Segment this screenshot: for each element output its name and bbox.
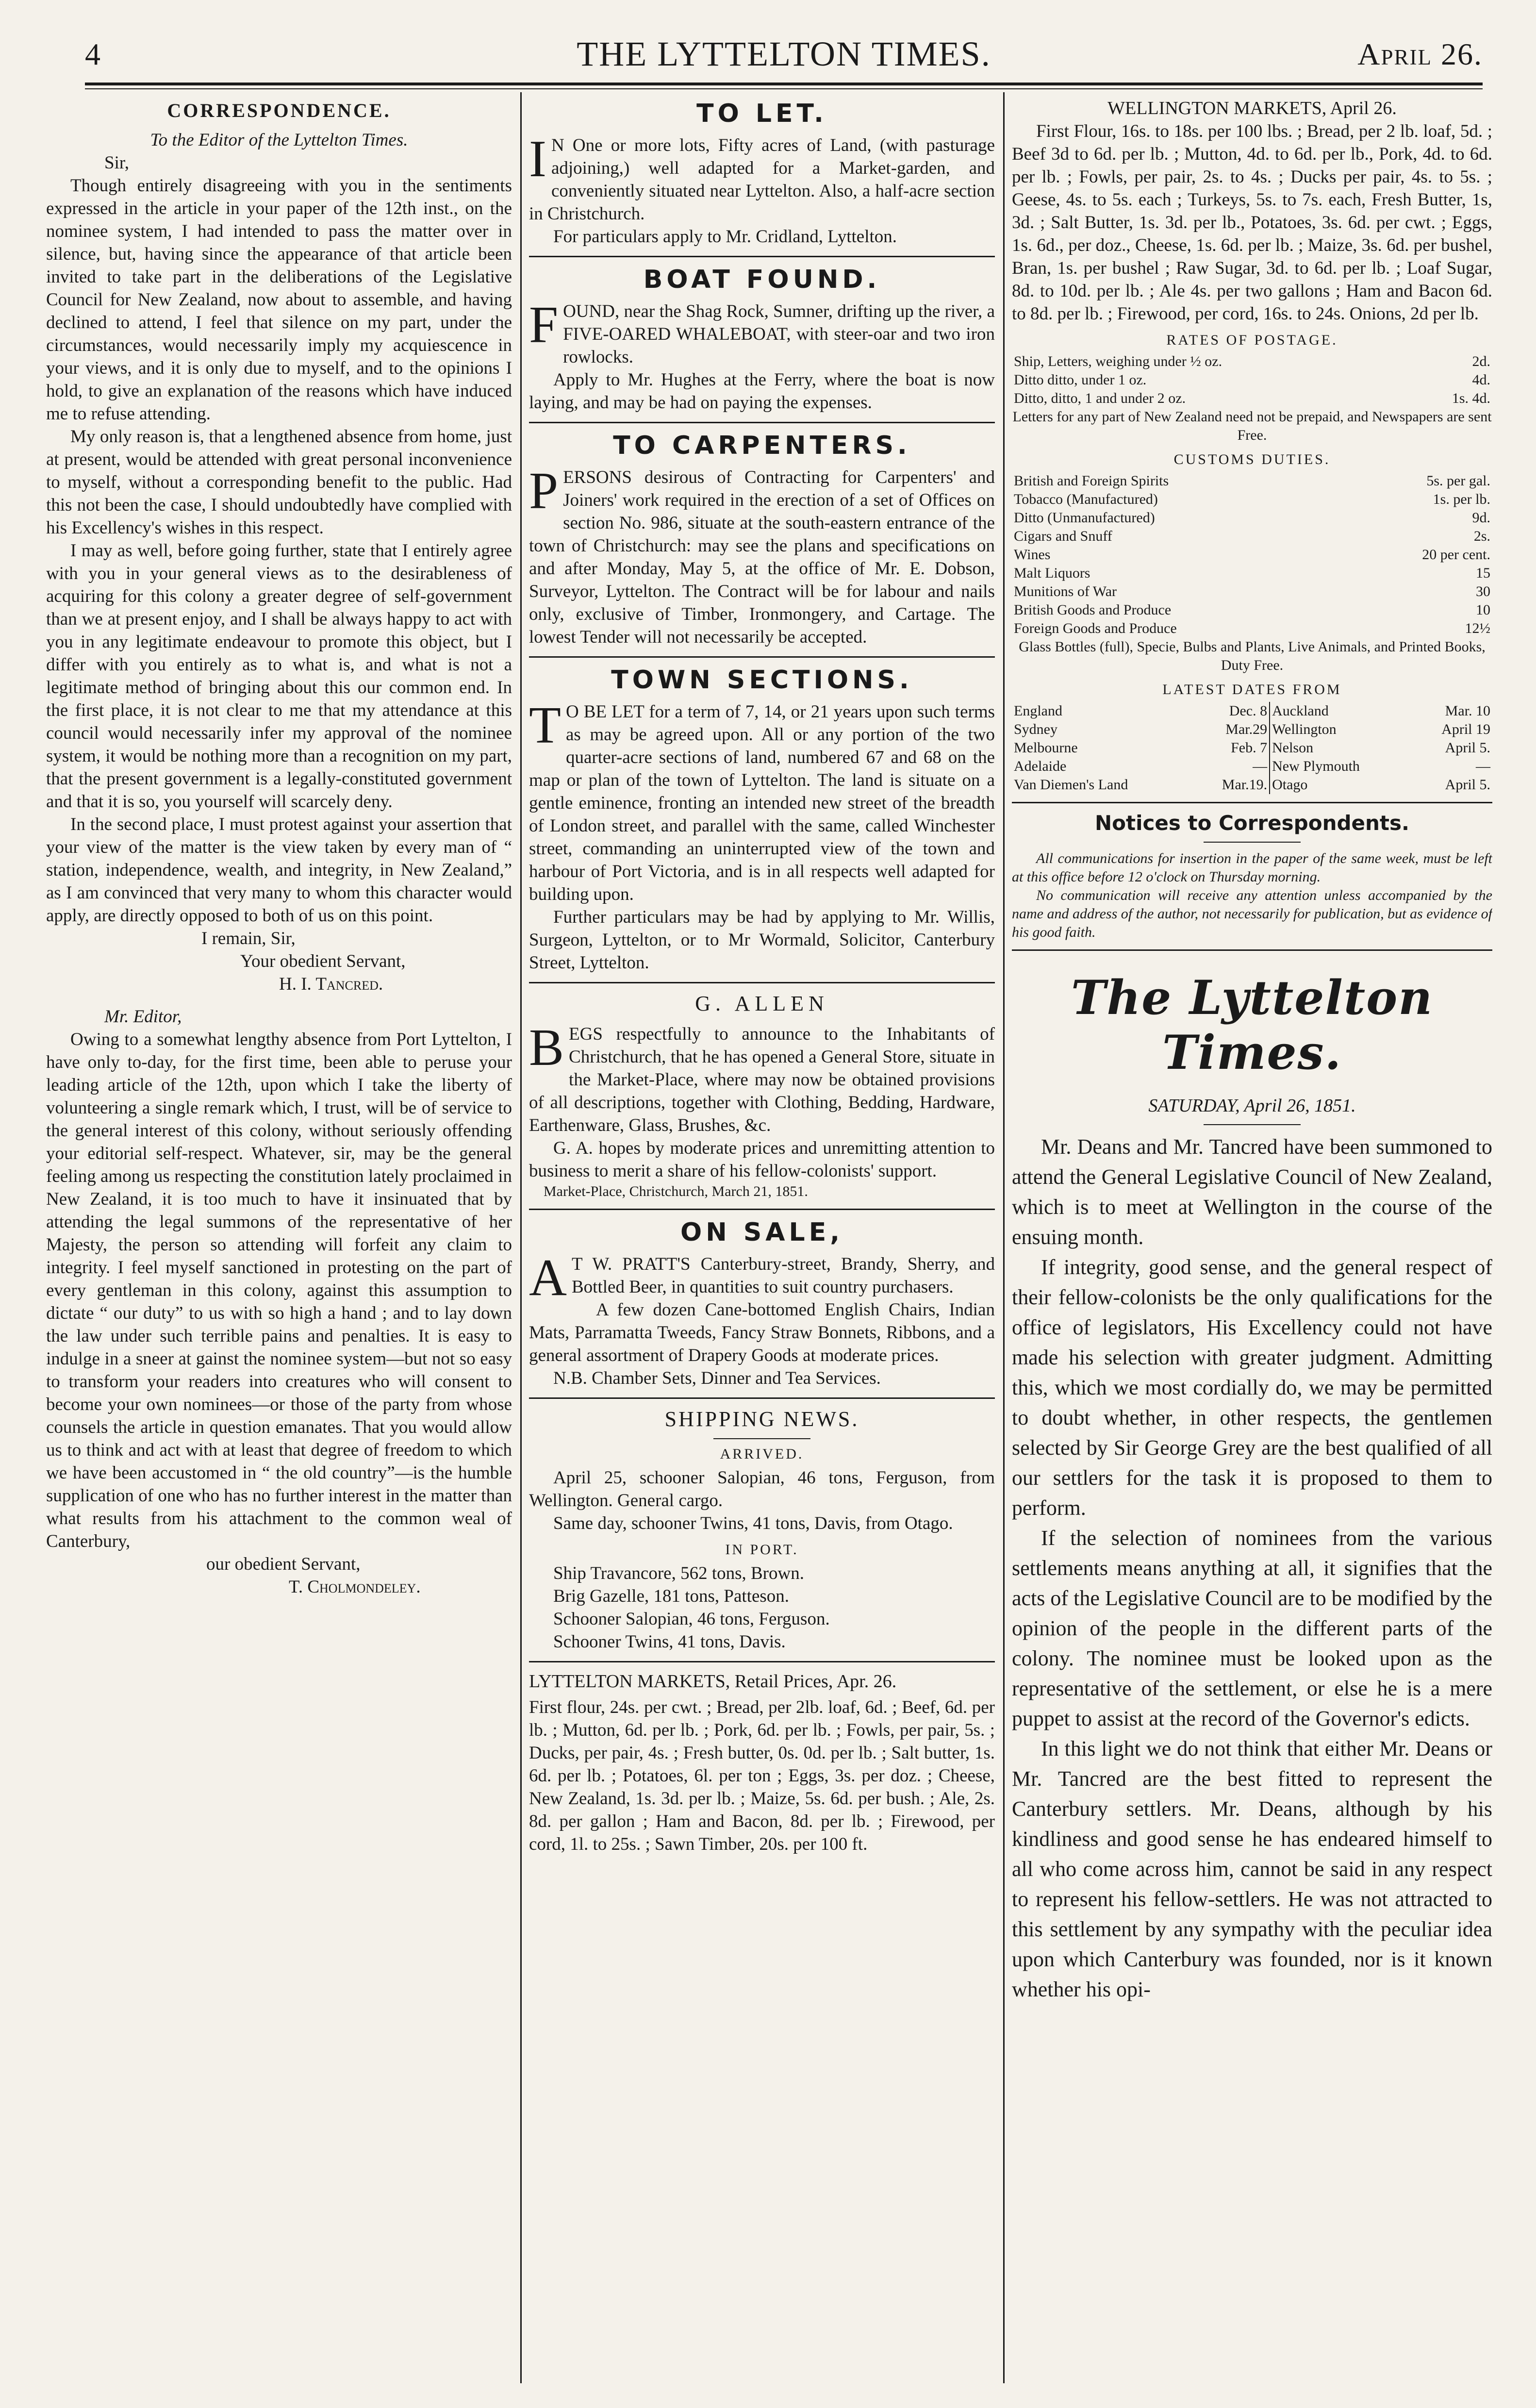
shipping-entry: Schooner Salopian, 46 tons, Ferguson. [553, 1609, 830, 1629]
customs-note: Glass Bottles (full), Specie, Bulbs and Plants, Live Animals, and Printed Books, Duty Free. [1019, 639, 1486, 673]
ad-heading: G. ALLEN [695, 992, 829, 1015]
ad-body: FOUND, near the Shag Rock, Sumner, drifting up the river, a FIVE-OARED WHALEBOAT, with steer-oar and two iron rowlocks. [529, 296, 995, 367]
notice-paragraph: All communications for insertion in the paper of the same week, must be left at this office before 12 o'clock on Thursday morning. [1012, 850, 1492, 885]
table-cell: Auckland [1272, 703, 1329, 719]
table-cell: Wellington [1272, 721, 1337, 737]
postage-note: Letters for any part of New Zealand need not be prepaid, and Newspapers are sent Free. [1012, 409, 1492, 443]
table-cell: Malt Liquors [1014, 565, 1090, 581]
table-row [1012, 546, 1492, 564]
shipping-entry: Same day, schooner Twins, 41 tons, Davis, from Otago. [553, 1513, 953, 1533]
separator [1204, 842, 1301, 843]
subheading: CUSTOMS DUTIES. [1173, 451, 1331, 467]
postage-table [1012, 352, 1492, 408]
section-heading: Notices to Correspondents. [1095, 811, 1409, 835]
drop-cap: I [529, 130, 546, 188]
masthead-rule-thin [85, 88, 1483, 89]
drop-cap: B [529, 1019, 564, 1077]
ad-body: N.B. Chamber Sets, Dinner and Tea Services. [553, 1368, 881, 1388]
table-cell: Otago [1272, 777, 1308, 793]
page-number: 4 [85, 37, 100, 71]
subheading: IN PORT. [725, 1542, 799, 1558]
table-cell: Wines [1014, 547, 1051, 563]
ad-body: T O BE LET for a term of 7, 14, or 21 years upon such terms as may be agreed upon. All or any portion of the two quarter-acre sections of land, numbered 67 and 68 on the map or plan of the town of Lyttelton. The land is situate on a gentle eminence, fronting an intended new street of the breadth of London street, and parallel with the same, called Winchester street, commanding an uninterrupted view of the town and harbour of Port Victoria, and is in all respects well adapted for building upon. [529, 697, 995, 904]
table-row [1012, 739, 1492, 757]
ad-heading: TOWN SECTIONS. [611, 665, 913, 695]
subheading: ARRIVED. [720, 1446, 804, 1462]
table-row [1012, 564, 1492, 582]
drop-cap: T [529, 697, 561, 754]
table-row [1012, 601, 1492, 619]
table-cell: 5s. per gal. [1426, 473, 1490, 489]
letter-closing: our obedient Servant, [206, 1554, 361, 1574]
separator [1012, 802, 1492, 803]
ad-body: A T W. PRATT'S Canterbury-street, Brandy, Sherry, and Bottled Beer, in quantities to suit country purchasers. [529, 1249, 995, 1307]
table-cell: Ship, Letters, weighing under ½ oz. [1014, 353, 1222, 369]
table-row [1012, 757, 1492, 776]
table-row [1012, 582, 1492, 601]
table-cell: April 19 [1441, 721, 1490, 737]
table-row [1012, 527, 1492, 546]
editorial-paragraph: If the selection of nominees from the various settlements means anything at all, it signifies that the acts of the Legislative Council are to be modified by the opinion of the people in the different parts of the colony. The nominee must be looked upon as the representative of the settlement, or else he is a mere puppet to assist at the record of the Governor's edicts. [1012, 1526, 1492, 1730]
notice-paragraph: No communication will receive any attention unless accompanied by the name and address of the author, not necessarily for publication, but as evidence of his good faith. [1012, 887, 1492, 940]
drop-cap: F [529, 296, 559, 354]
letter-closing: Your obedient Servant, [240, 951, 406, 971]
table-cell: England [1014, 703, 1062, 719]
market-prices: First Flour, 16s. to 18s. per 100 lbs. ; Bread, per 2 lb. loaf, 5d. ; Beef 3d to 6d. per lb. ; Mutton, 4d. to 6d. per lb., Pork, 4d. to 6d. per lb. ; Fowls, per pair, 2s. to 4s. ; Ducks per pair, 4s. to 5s. ; Geese, 4s. to 5s. each ; Turkeys, 5s. to 7s. each, Fresh Butter, 1s, 3d. ; Salt Butter, 1s. 3d. per lb., Potatoes, 3s. 6d. per cwt. ; Eggs, 1s. 6d., per doz., Cheese, 1s. 6d. per lb. ; Maize, 3s. 6d. per bushel, Bran, 1s. per bushel ; Raw Sugar, 3d. to 6d. per lb. ; Loaf Sugar, 8d. to 10d. per lb. ; Ale 4s. per two gallons ; Ham and Bacon 6d. to 8d. per lb. ; Firewood, per cord, 16s. to 24s. Onions, 2d per lb. [1012, 121, 1492, 324]
ad-heading: TO LET. [696, 99, 827, 128]
separator [713, 1438, 810, 1439]
column-editorial [1012, 92, 1492, 2379]
table-row [1012, 619, 1492, 638]
drop-cap: A [529, 1249, 567, 1307]
table-row [1012, 776, 1492, 794]
subheading: LATEST DATES FROM [1162, 681, 1342, 697]
table-cell: 12½ [1465, 620, 1490, 636]
ad-footer: Market-Place, Christchurch, March 21, 1851. [544, 1183, 808, 1199]
ad-body: G. A. hopes by moderate prices and unremitting attention to business to merit a share of his fellow-colonists' support. [529, 1138, 995, 1181]
masthead-rule [85, 83, 1483, 85]
table-cell: British Goods and Produce [1014, 602, 1172, 618]
table-cell: 1s. 4d. [1452, 390, 1490, 406]
table-cell: — [1476, 758, 1490, 774]
ad-contact: Apply to Mr. Hughes at the Ferry, where the boat is now laying, and may be had on paying the expenses. [529, 370, 995, 413]
table-cell: Cigars and Snuff [1014, 528, 1112, 544]
ad-contact: For particulars apply to Mr. Cridland, Lyttelton. [553, 227, 897, 247]
table-row [1012, 720, 1492, 739]
separator [529, 656, 995, 658]
column-divider [520, 92, 522, 2383]
issue-date: April 26. [1357, 37, 1483, 71]
newspaper-title: THE LYTTELTON TIMES. [577, 34, 991, 73]
market-prices: First flour, 24s. per cwt. ; Bread, per 2lb. loaf, 6d. ; Beef, 6d. per lb. ; Mutton, 6d. per lb. ; Pork, 6d. per lb. ; Fowls, per pair, 5s. ; Ducks, per pair, 4s. ; Fresh butter, 0s. 0d. per lb. ; Salt butter, 1s. 6d. per lb. ; Potatoes, 6l. per ton ; Eggs, 3s. per doz. ; Cheese, New Zealand, 1s. 3d. per lb. ; Maize, 5s. 6d. per bush. ; Ale, 2s. 8d. per gallon ; Ham and Bacon, 8d. per lb. ; Firewood, per cord, 1l. to 25s. ; Sawn Timber, 20s. per 100 ft. [529, 1697, 995, 1854]
letter-paragraph: In the second place, I must protest against your assertion that your view of the matter is the view taken by every man of “ station, independence, wealth, and integrity, in New Zealand,” as I am convinced that very many to whom this character would apply, are directly opposed to both of us on this point. [46, 814, 512, 926]
ad-body: A few dozen Cane-bottomed English Chairs, Indian Mats, Parramatta Tweeds, Fancy Straw Bonnets, Ribbons, and a general assortment of Drapery Goods at moderate prices. [529, 1300, 995, 1365]
table-cell: Mar. 10 [1445, 703, 1490, 719]
table-cell: Dec. 8 [1193, 702, 1270, 720]
separator [529, 982, 995, 983]
customs-table [1012, 472, 1492, 638]
latest-dates-table [1012, 702, 1492, 794]
table-cell: Adelaide [1014, 758, 1067, 774]
separator [1204, 1124, 1301, 1125]
drop-cap: P [529, 462, 559, 520]
ad-heading: TO CARPENTERS. [613, 431, 911, 460]
table-cell: Ditto (Unmanufactured) [1014, 510, 1155, 526]
table-cell: 2d. [1472, 353, 1490, 369]
table-cell: Mar.29 [1193, 720, 1270, 739]
letter-salutation: Mr. Editor, [104, 1007, 182, 1027]
ad-body: I N One or more lots, Fifty acres of Land, (with pasturage adjoining,) well adapted for a Market-garden, and conveniently situated near Lyttelton. Also, a half-acre section in Christchurch. [529, 130, 995, 224]
table-cell: 30 [1476, 583, 1490, 599]
table-cell: Melbourne [1014, 740, 1078, 756]
table-row [1012, 352, 1492, 371]
ad-heading: ON SALE, [680, 1218, 843, 1247]
separator [529, 256, 995, 257]
table-cell: 20 per cent. [1422, 547, 1490, 563]
letter-salutation: To the Editor of the Lyttelton Times. [150, 130, 408, 150]
table-cell: Tobacco (Manufactured) [1014, 491, 1158, 507]
ad-body: BEGS respectfully to announce to the Inhabitants of Christchurch, that he has opened a General Store, situate in the Market-Place, where may now be obtained provisions of all descriptions, together with Clothing, Bedding, Hardware, Earthenware, Glass, Brushes, &c. [529, 1019, 995, 1135]
table-row [1012, 371, 1492, 389]
table-cell: April 5. [1445, 740, 1490, 756]
section-heading: CORRESPONDENCE. [167, 100, 391, 121]
shipping-entry: Brig Gazelle, 181 tons, Patteson. [553, 1586, 790, 1606]
table-cell: Munitions of War [1014, 583, 1117, 599]
letter-signature: T. Cholmondeley. [289, 1577, 421, 1597]
table-cell: 2s. [1473, 528, 1490, 544]
letter-sir: Sir, [104, 153, 129, 173]
table-cell: Mar.19. [1193, 776, 1270, 794]
editorial-body [1012, 1132, 1492, 2005]
editorial-dateline: SATURDAY, April 26, 1851. [1148, 1096, 1356, 1116]
subheading: RATES OF POSTAGE. [1166, 332, 1338, 348]
ad-heading: BOAT FOUND. [643, 265, 881, 294]
column-advertisements [529, 92, 995, 2379]
table-row [1012, 472, 1492, 490]
separator [529, 1397, 995, 1399]
table-cell: 1s. per lb. [1433, 491, 1490, 507]
shipping-entry: Schooner Twins, 41 tons, Davis. [553, 1632, 786, 1652]
editorial-paragraph: If integrity, good sense, and the general respect of their fellow-colonists be the only qualifications for the office of legislators, His Excellency could not have made his selection with greater judgment. Admitting this, which we most cordially do, we may be permitted to doubt whether, in other respects, the gentlemen selected by Sir George Grey are the best qualified of all our settlers for the task it is proposed to them to perform. [1012, 1255, 1492, 1520]
table-cell: — [1193, 757, 1270, 776]
separator [529, 1209, 995, 1210]
letter-paragraph: Though entirely disagreeing with you in the sentiments expressed in the article in your paper of the 12th inst., on the nominee system, I had intended to pass the matter over in silence, but, having since the appearance of that article been invited to take part in the deliberations of the Legislative Council for New Zealand, now about to assemble, and having declined to attend, I feel that silence on my part, under the circumstances, would necessarily imply my acquiescence in your views, and it is only due to myself, and to the opinions I hold, to give an explanation of the reasons which have induced me to refuse attending. [46, 176, 512, 424]
table-cell: 9d. [1472, 510, 1490, 526]
table-cell: Ditto, ditto, 1 and under 2 oz. [1014, 390, 1186, 406]
table-cell: British and Foreign Spirits [1014, 473, 1169, 489]
table-cell: April 5. [1445, 777, 1490, 793]
table-cell: New Plymouth [1272, 758, 1360, 774]
letter-signature: H. I. Tancred. [279, 974, 383, 994]
table-cell: 10 [1476, 602, 1490, 618]
masthead [85, 34, 1483, 78]
separator [529, 1661, 995, 1662]
table-row [1012, 389, 1492, 408]
table-row [1012, 490, 1492, 509]
separator [529, 422, 995, 423]
letter-paragraph: My only reason is, that a lengthened absence from home, just at present, would be attended with great personal inconvenience to myself, without a corresponding benefit to the public. Had this not been the case, I should undoubtedly have complied with his Excellency's wishes in this respect. [46, 427, 512, 538]
table-cell: 4d. [1472, 372, 1490, 388]
column-divider [1003, 92, 1005, 2383]
shipping-entry: Ship Travancore, 562 tons, Brown. [553, 1563, 804, 1583]
table-row [1012, 509, 1492, 527]
table-cell: Feb. 7 [1193, 739, 1270, 757]
table-row [1012, 702, 1492, 720]
table-cell: 15 [1476, 565, 1490, 581]
table-cell: Van Diemen's Land [1014, 777, 1128, 793]
letter-paragraph: I may as well, before going further, state that I entirely agree with you in your general views as to the desirableness of acquiring for this colony a greater degree of self-government than we at present enjoy, and I shall be always happy to act with you in any legitimate endeavour to promote this object, but I differ with you entirely as to what is, and what is not a legitimate method of bringing about this our common end. In the first place, it is not clear to me that my attendance at this council would necessarily infer my approval of the nominee system, it would be nothing more than a recognition on my part, that the present government is a legally-constituted government and that it is so, you yourself will scarcely deny. [46, 541, 512, 812]
column-correspondence [46, 92, 512, 2379]
letter-paragraph: Owing to a somewhat lengthy absence from Port Lyttelton, I have only to-day, for the first time, been able to peruse your leading article of the 12th, upon which I take the liberty of volunteering a single remark which, I trust, will be of service to the general interest of this colony, without seriously offending your editorial self-respect. Whatever, sir, may be the general feeling among us respecting the constitution lately proclaimed in New Zealand, it is too much to have it insinuated that by attending the legal summons of the representative of her Majesty, the person so attending will forfeit any claim to integrity. I feel myself sanctioned in protesting on the part of every gentleman in this colony, against this assumption to dictate “ our duty” to us with so high a hand ; and to lay down the law under such terrible pains and penalties. It is easy to indulge in a sneer at gainst the nominee system—but not so easy to transform your readers into creatures who will consent to become your own nominees—or those of the party from whose counsels the article in question emanates. That you would allow us to think and act with at least that degree of freedom to which we have been accustomed in “ the old country”—is the humble supplication of one who has no further interest in the matter than what results from his attachment to the common weal of Canterbury, [46, 1030, 512, 1551]
section-heading: SHIPPING NEWS. [664, 1407, 859, 1431]
table-cell: Ditto ditto, under 1 oz. [1014, 372, 1147, 388]
letter-closing: I remain, Sir, [201, 929, 296, 948]
editorial-paragraph: In this light we do not think that either Mr. Deans or Mr. Tancred are the best fitted to represent the Canterbury settlers. Mr. Deans, although by his kindliness and good sense he has endeared himself to all who come across him, cannot be said in any respect to represent his fellow-settlers. He was not attracted to this settlement by any sympathy with the peculiar idea upon which Canterbury was founded, nor is it known whether his opi- [1012, 1737, 1492, 2001]
editorial-paragraph: Mr. Deans and Mr. Tancred have been summoned to attend the General Legislative Council of New Zealand, which is to meet at Wellington in the course of the ensuing month. [1012, 1135, 1492, 1249]
market-heading: WELLINGTON MARKETS, April 26. [1107, 98, 1397, 118]
ad-contact: Further particulars may be had by applying to Mr. Willis, Surgeon, Lyttelton, or to Mr Wormald, Solicitor, Canterbury Street, Lyttelton. [529, 907, 995, 973]
table-cell: Foreign Goods and Produce [1014, 620, 1177, 636]
editorial-title: The Lyttelton Times. [1071, 970, 1433, 1080]
market-heading: LYTTELTON MARKETS, Retail Prices, Apr. 26. [529, 1671, 897, 1692]
table-cell: Sydney [1014, 721, 1057, 737]
table-cell: Nelson [1272, 740, 1314, 756]
ad-body: PERSONS desirous of Contracting for Carpenters' and Joiners' work required in the erection of a set of Offices on section No. 986, situate at the south-eastern entrance of the town of Christchurch: may see the plans and specifications on and after Monday, May 5, at the office of Mr. E. Dobson, Surveyor, Lyttelton. The Contract will be for labour and nails only, exclusive of Timber, Ironmongery, and Cartage. The lowest Tender will not necessarily be accepted. [529, 462, 995, 647]
shipping-entry: April 25, schooner Salopian, 46 tons, Ferguson, from Wellington. General cargo. [529, 1468, 995, 1511]
separator [1012, 949, 1492, 951]
